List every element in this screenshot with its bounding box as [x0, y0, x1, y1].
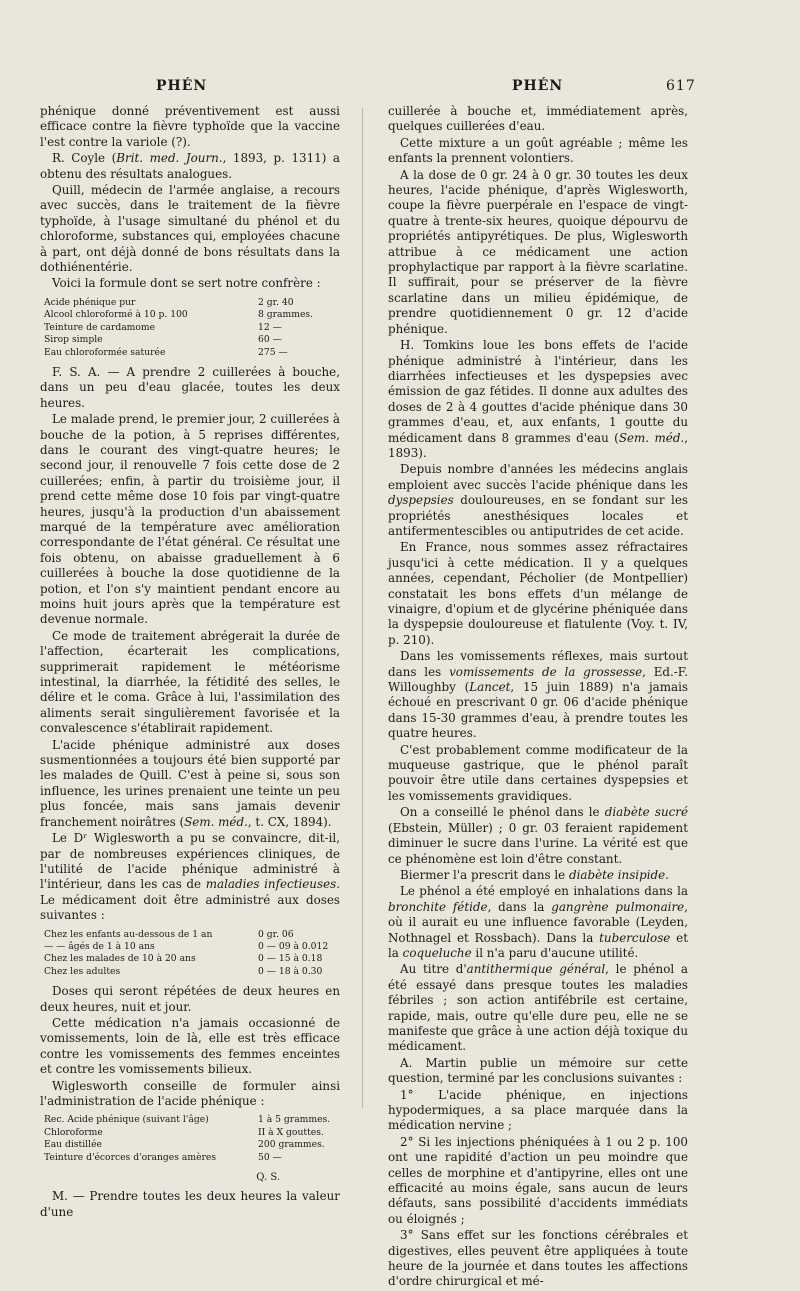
emphasis: gangrène pulmonaire: [551, 899, 685, 914]
running-header: [0, 78, 800, 100]
paragraph: M. — Prendre toutes les deux heures la valeur d'une: [40, 1189, 340, 1219]
table-row: [44, 1139, 340, 1151]
patient-group: Chez les malades de 10 à 20 ans: [44, 953, 196, 965]
ingredient: Rec. Acide phénique (suivant l'âge): [44, 1114, 209, 1126]
table-row: [44, 953, 340, 965]
ingredient: Acide phénique pur: [44, 296, 136, 308]
ingredient: Alcool chloroformé à 10 p. 100: [44, 309, 188, 321]
ingredient: Sirop simple: [44, 334, 103, 346]
formula-table: [44, 1114, 340, 1164]
citation: Lancet: [469, 680, 511, 695]
text: , où il aurait eu une influence favorable (Leyden, Nothnagel et Rossbach). Dans la: [388, 899, 688, 945]
emphasis: diabète sucré: [604, 805, 688, 820]
text: et la: [388, 930, 688, 960]
paragraph: [388, 462, 688, 539]
paragraph: Voici la formule dont se sert notre confrère :: [52, 276, 321, 291]
paragraph: Cette mixture a un goût agréable ; même les enfants la prennent volontiers.: [388, 135, 688, 166]
formula-table: [44, 297, 340, 359]
text: , t. CX, 1894).: [247, 814, 332, 829]
paragraph: 3° Sans effet sur les fonctions cérébrales et digestives, elles peuvent être appliquées à toute heure de la journée et dans toutes les affections d'ordre chirurgical et mé-: [388, 1228, 688, 1289]
text: L'acide phénique administré aux doses susmentionnées a toujours été bien supporté par les malades de Quill. C'est à peine si, sous son influence, les urines prenaient une teinte un peu plus foncée, mais sans jamais devenir franchement noirâtres (: [40, 737, 340, 829]
paragraph: 2° Si les injections phéniquées à 1 ou 2 p. 100 ont une rapidité d'action un peu moindre que celles de morphine et d'antipyrine, elles ont une efficacité au moins égale, sans aucun de leurs défauts, sans possibilité d'accidents immédiats ou éloignés ;: [388, 1134, 688, 1226]
text: Le phénol a été employé en inhalations dans la: [400, 884, 688, 899]
emphasis: dyspepsies: [388, 493, 454, 508]
emphasis: antithermique général: [466, 962, 606, 977]
right-column: [388, 104, 688, 1291]
text: R. Coyle (: [52, 151, 117, 166]
paragraph: phénique donné préventivement est aussi efficace contre la fièvre typhoïde que la vaccine l'est contre la variole (?).: [40, 104, 340, 149]
text: , 15 juin 1889) n'a jamais échoué en prescrivant 0 gr. 06 d'acide phénique dans 15-30 grammes d'eau, à prendre toutes les quatre heures.: [388, 680, 688, 741]
table-row: [44, 941, 340, 953]
paragraph: [388, 868, 688, 883]
patient-group: Chez les enfants au-dessous de 1 an: [44, 928, 213, 940]
table-row: [44, 1127, 340, 1139]
ingredient: Teinture d'écorces d'oranges amères: [44, 1151, 217, 1163]
ingredient: Teinture de cardamome: [44, 321, 156, 333]
paragraph: A la dose de 0 gr. 24 à 0 gr. 30 toutes les deux heures, l'acide phénique, d'après Wiglesworth, coupe la fièvre puerpérale en l'espace de vingt-quatre à trente-six heures, quoique dépourvu de propriétés antipyrétiques. De plus, Wiglesworth attribue à ce médicament une action prophylactique par rapport à la fièvre scarlatine. Il suffirait, pour se préserver de la fièvre scarlatine dans un milieu épidémique, de prendre quotidiennement 0 gr. 12 d'acide phénique.: [388, 167, 688, 336]
dose: 0 — 15 à 0.18: [258, 953, 323, 965]
paragraph: Le malade prend, le premier jour, 2 cuillerées à bouche de la potion, à 5 reprises différentes, dans le courant des vingt-quatre heures; le second jour, il renouvelle 7 fois cette dose de 2 cuillerées; enfin, à partir du troisième jour, il prend cette même dose 10 fois par vingt-quatre heures, jusqu'à la production d'un abaissement marqué de la température avec amélioration correspondante de l'état général. Ce résultat une fois obtenu, on abaisse graduellement à 6 cuillerées à bouche la dose quotidienne de la potion, et l'on s'y maintient pendant encore au moins huit jours après que la température est devenue normale.: [40, 412, 340, 627]
table-row: [44, 1114, 340, 1126]
dose: 0 — 09 à 0.012: [258, 940, 329, 952]
paragraph: Wiglesworth conseille de formuler ainsi l'administration de l'acide phénique :: [40, 1078, 340, 1108]
emphasis: coqueluche: [402, 945, 472, 960]
left-running-head: PHÉN: [156, 78, 208, 94]
quantity: 2 gr. 40: [258, 296, 294, 308]
table-row: [44, 322, 340, 334]
table-row: [44, 966, 340, 978]
paragraph: [40, 738, 340, 830]
text: Depuis nombre d'années les médecins anglais emploient avec succès l'acide phénique dans les: [388, 462, 688, 492]
text: Le Dʳ Wiglesworth a pu se convaincre, dit-il, par de nombreuses expériences cliniques, de l'utilité de l'acide phénique administré à l'intérieur, dans les cas de: [40, 831, 340, 892]
paragraph: 1° L'acide phénique, en injections hypodermiques, a sa place marquée dans la médication nervine ;: [388, 1087, 688, 1133]
quantity: 50 —: [258, 1151, 282, 1163]
emphasis: maladies infectieuses: [205, 877, 337, 892]
quantity: 60 —: [258, 334, 282, 346]
dose-table: [44, 929, 340, 979]
paragraph: [388, 962, 688, 1054]
paragraph: A. Martin publie un mémoire sur cette question, terminé par les conclusions suivantes :: [388, 1055, 688, 1086]
text: H. Tomkins loue les bons effets de l'acide phénique administré à l'intérieur, dans les diarrhées infectieuses et les dyspepsies avec émission de gaz fétides. Il donne aux adultes des doses de 2 à 4 gouttes d'acide phénique dans 30 grammes d'eau, et, aux enfants, 1 goutte du médicament dans 8 grammes d'eau (: [388, 338, 688, 445]
paragraph: [388, 884, 688, 961]
table-row: [44, 334, 340, 346]
text: Biermer l'a prescrit dans le: [400, 867, 569, 882]
text: douloureuses, en se fondant sur les propriétés anesthésiques locales et antifermentescibles ou antiputrides de cet acide.: [388, 493, 688, 538]
emphasis: diabète insipide: [568, 867, 666, 882]
text: On a conseillé le phénol dans le: [400, 805, 605, 820]
citation: Sem. méd.: [184, 814, 248, 829]
quantity: 12 —: [258, 321, 282, 333]
paragraph: [388, 805, 688, 867]
text: Au titre d': [400, 962, 467, 977]
table-row: [44, 1152, 340, 1164]
emphasis: tuberculose: [599, 930, 671, 945]
ingredient: Eau distillée: [44, 1139, 102, 1151]
emphasis: vomissements de la grossesse: [449, 664, 643, 679]
quantity: 8 grammes.: [258, 309, 314, 321]
paragraph: cuillerée à bouche et, immédiatement après, quelques cuillerées d'eau.: [388, 104, 688, 134]
paragraph: [40, 151, 340, 182]
quantity: 275 —: [258, 346, 288, 358]
emphasis: bronchite fétide: [388, 899, 488, 914]
page-number: 617: [666, 78, 696, 94]
paragraph: Cette médication n'a jamais occasionné de vomissements, loin de là, elle est très efficace contre les vomissements des femmes enceintes et contre les vomissements bilieux.: [40, 1015, 340, 1077]
paragraph: Ce mode de traitement abrégerait la durée de l'affection, écarterait les complications, supprimerait rapidement le météorisme intestinal, la diarrhée, la fétidité des selles, le délire et le coma. Grâce à lui, l'assimilation des aliments serait singulièrement favorisée et la convalescence s'établirait rapidement.: [40, 628, 340, 736]
quantum-sufficit: Q. S.: [256, 1172, 280, 1184]
paragraph: [388, 649, 688, 741]
patient-group: Chez les adultes: [44, 965, 121, 977]
text: Dans les vomissements réflexes, mais surtout dans les: [388, 649, 688, 679]
table-row: [44, 929, 340, 941]
paragraph: [40, 831, 340, 923]
text: , 1893).: [388, 430, 688, 460]
dose: 0 gr. 06: [258, 928, 294, 940]
text: , 1893, p. 1311) a obtenu des résultats analogues.: [40, 151, 340, 181]
ingredient: Eau chloroformée saturée: [44, 346, 166, 358]
text: . Le médicament doit être administré aux doses suivantes :: [40, 877, 340, 923]
text: (Ebstein, Müller) ; 0 gr. 03 feraient rapidement diminuer le sucre dans l'urine. La vérité est que ce phénomène est loin d'être constant.: [388, 820, 688, 866]
text: .: [665, 867, 669, 882]
paragraph: [388, 338, 688, 461]
paragraph: Doses qui seront répétées de deux heures en deux heures, nuit et jour.: [40, 984, 340, 1014]
patient-group: — — âgés de 1 à 10 ans: [44, 940, 155, 952]
paragraph: F. S. A. — A prendre 2 cuillerées à bouche, dans un peu d'eau glacée, toutes les deux heures.: [40, 364, 340, 410]
text: , dans la: [487, 899, 552, 914]
table-row: [44, 297, 340, 309]
text: il n'a paru d'aucune utilité.: [471, 945, 639, 960]
citation: Brit. med. Journ.: [116, 151, 223, 166]
table-row: [44, 309, 340, 321]
paragraph: Quill, médecin de l'armée anglaise, a recours avec succès, dans le traitement de la fièvre typhoïde, à l'usage simultané du phénol et du chloroforme, substances qui, employées chacune à part, ont déjà donné de bons résultats dans la dothiénentérie.: [40, 183, 340, 275]
column-divider: [362, 108, 363, 1108]
quantity: 1 à 5 grammes.: [258, 1114, 331, 1126]
quantity: II à X gouttes.: [258, 1126, 324, 1138]
quantity: 200 grammes.: [258, 1139, 325, 1151]
citation: Sem. méd.: [618, 430, 685, 445]
table-row: [44, 347, 340, 359]
ingredient: Chloroforme: [44, 1126, 103, 1138]
paragraph: C'est probablement comme modificateur de la muqueuse gastrique, que le phénol paraît pouvoir être utile dans certaines dyspepsies et les vomissements gravidiques.: [388, 742, 688, 803]
right-running-head: PHÉN: [512, 78, 564, 94]
paragraph: En France, nous sommes assez réfractaires jusqu'ici à cette médication. Il y a quelques années, cependant, Pécholier (de Montpellier) constatait les bons effets d'un mélange de vinaigre, d'opium et de glycérine phéniquée dans la dyspepsie douloureuse et flatulente (Voy. t. IV, p. 210).: [388, 540, 688, 647]
text: , le phénol a été essayé dans presque toutes les maladies fébriles ; son action antifébrile est certaine, rapide, mais, outre qu'elle dure peu, elle ne se manifeste que grâce à une action déjà toxique du médicament.: [388, 962, 688, 1054]
dose: 0 — 18 à 0.30: [258, 965, 323, 977]
left-column: [40, 104, 340, 1221]
text: , Ed.-F. Willoughby (: [388, 664, 688, 695]
